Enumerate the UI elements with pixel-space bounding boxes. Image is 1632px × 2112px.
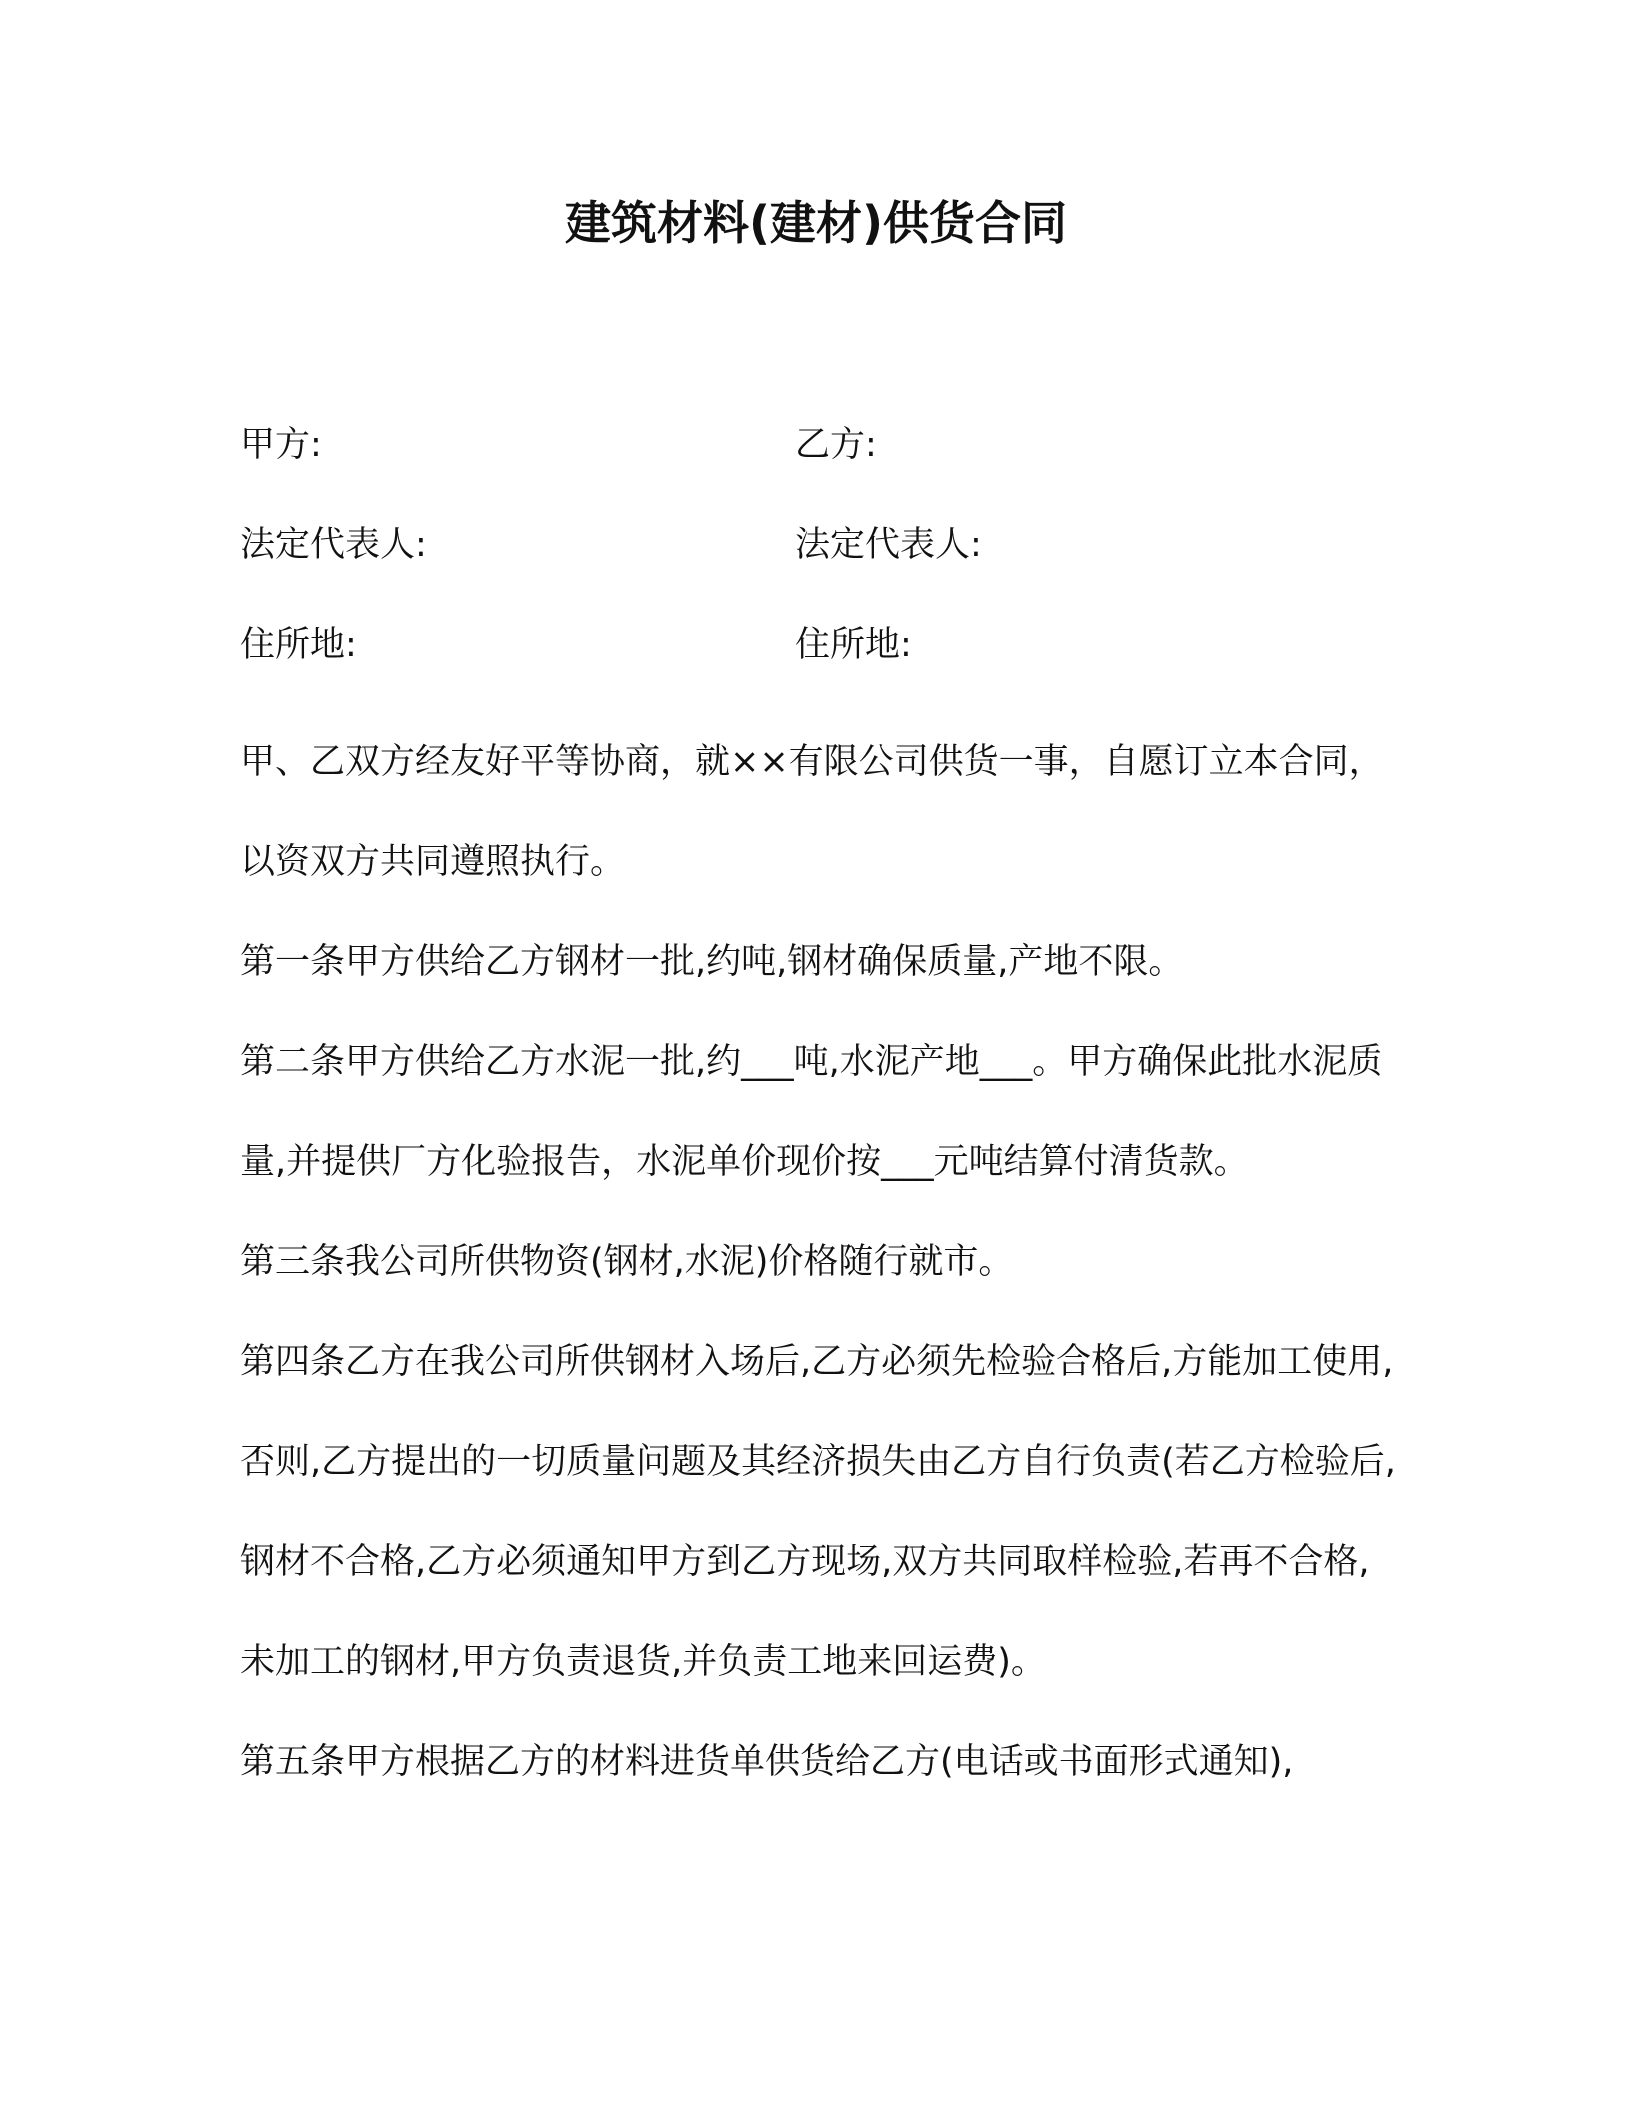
article-4: 第四条乙方在我公司所供钢材入场后,乙方必须先检验合格后,方能加工使用,否则,乙方提出的一切质量问题及其经济损失由乙方自行负责(若乙方检验后,钢材不合格,乙方必须通知甲方到乙方现场,双方共同取样检验,若再不合格,未加工的钢材,甲方负责退货,并负责工地来回运费)。 [240,1342,1396,1682]
intro-paragraph: 甲、乙双方经友好平等协商，就××有限公司供货一事，自愿订立本合同，以资双方共同遵照执行。 [240,742,1384,882]
party-b-address: 住所地: [795,625,912,665]
article-3: 第三条我公司所供物资(钢材,水泥)价格随行就市。 [240,1242,1014,1282]
article-1: 第一条甲方供给乙方钢材一批,约吨,钢材确保质量,产地不限。 [240,942,1184,982]
party-a-representative: 法定代表人: [240,525,427,565]
document-title: 建筑材料(建材)供货合同 [564,196,1068,250]
contract-body [240,712,1400,1812]
party-b-representative: 法定代表人: [795,525,982,565]
party-b-label: 乙方: [795,425,877,465]
party-a-label: 甲方: [240,425,322,465]
article-5: 第五条甲方根据乙方的材料进货单供货给乙方(电话或书面形式通知), [240,1742,1294,1782]
article-2: 第二条甲方供给乙方水泥一批,约___吨,水泥产地___。甲方确保此批水泥质量,并提供厂方化验报告，水泥单价现价按___元吨结算付清货款。 [240,1042,1383,1182]
party-a-address: 住所地: [240,625,357,665]
